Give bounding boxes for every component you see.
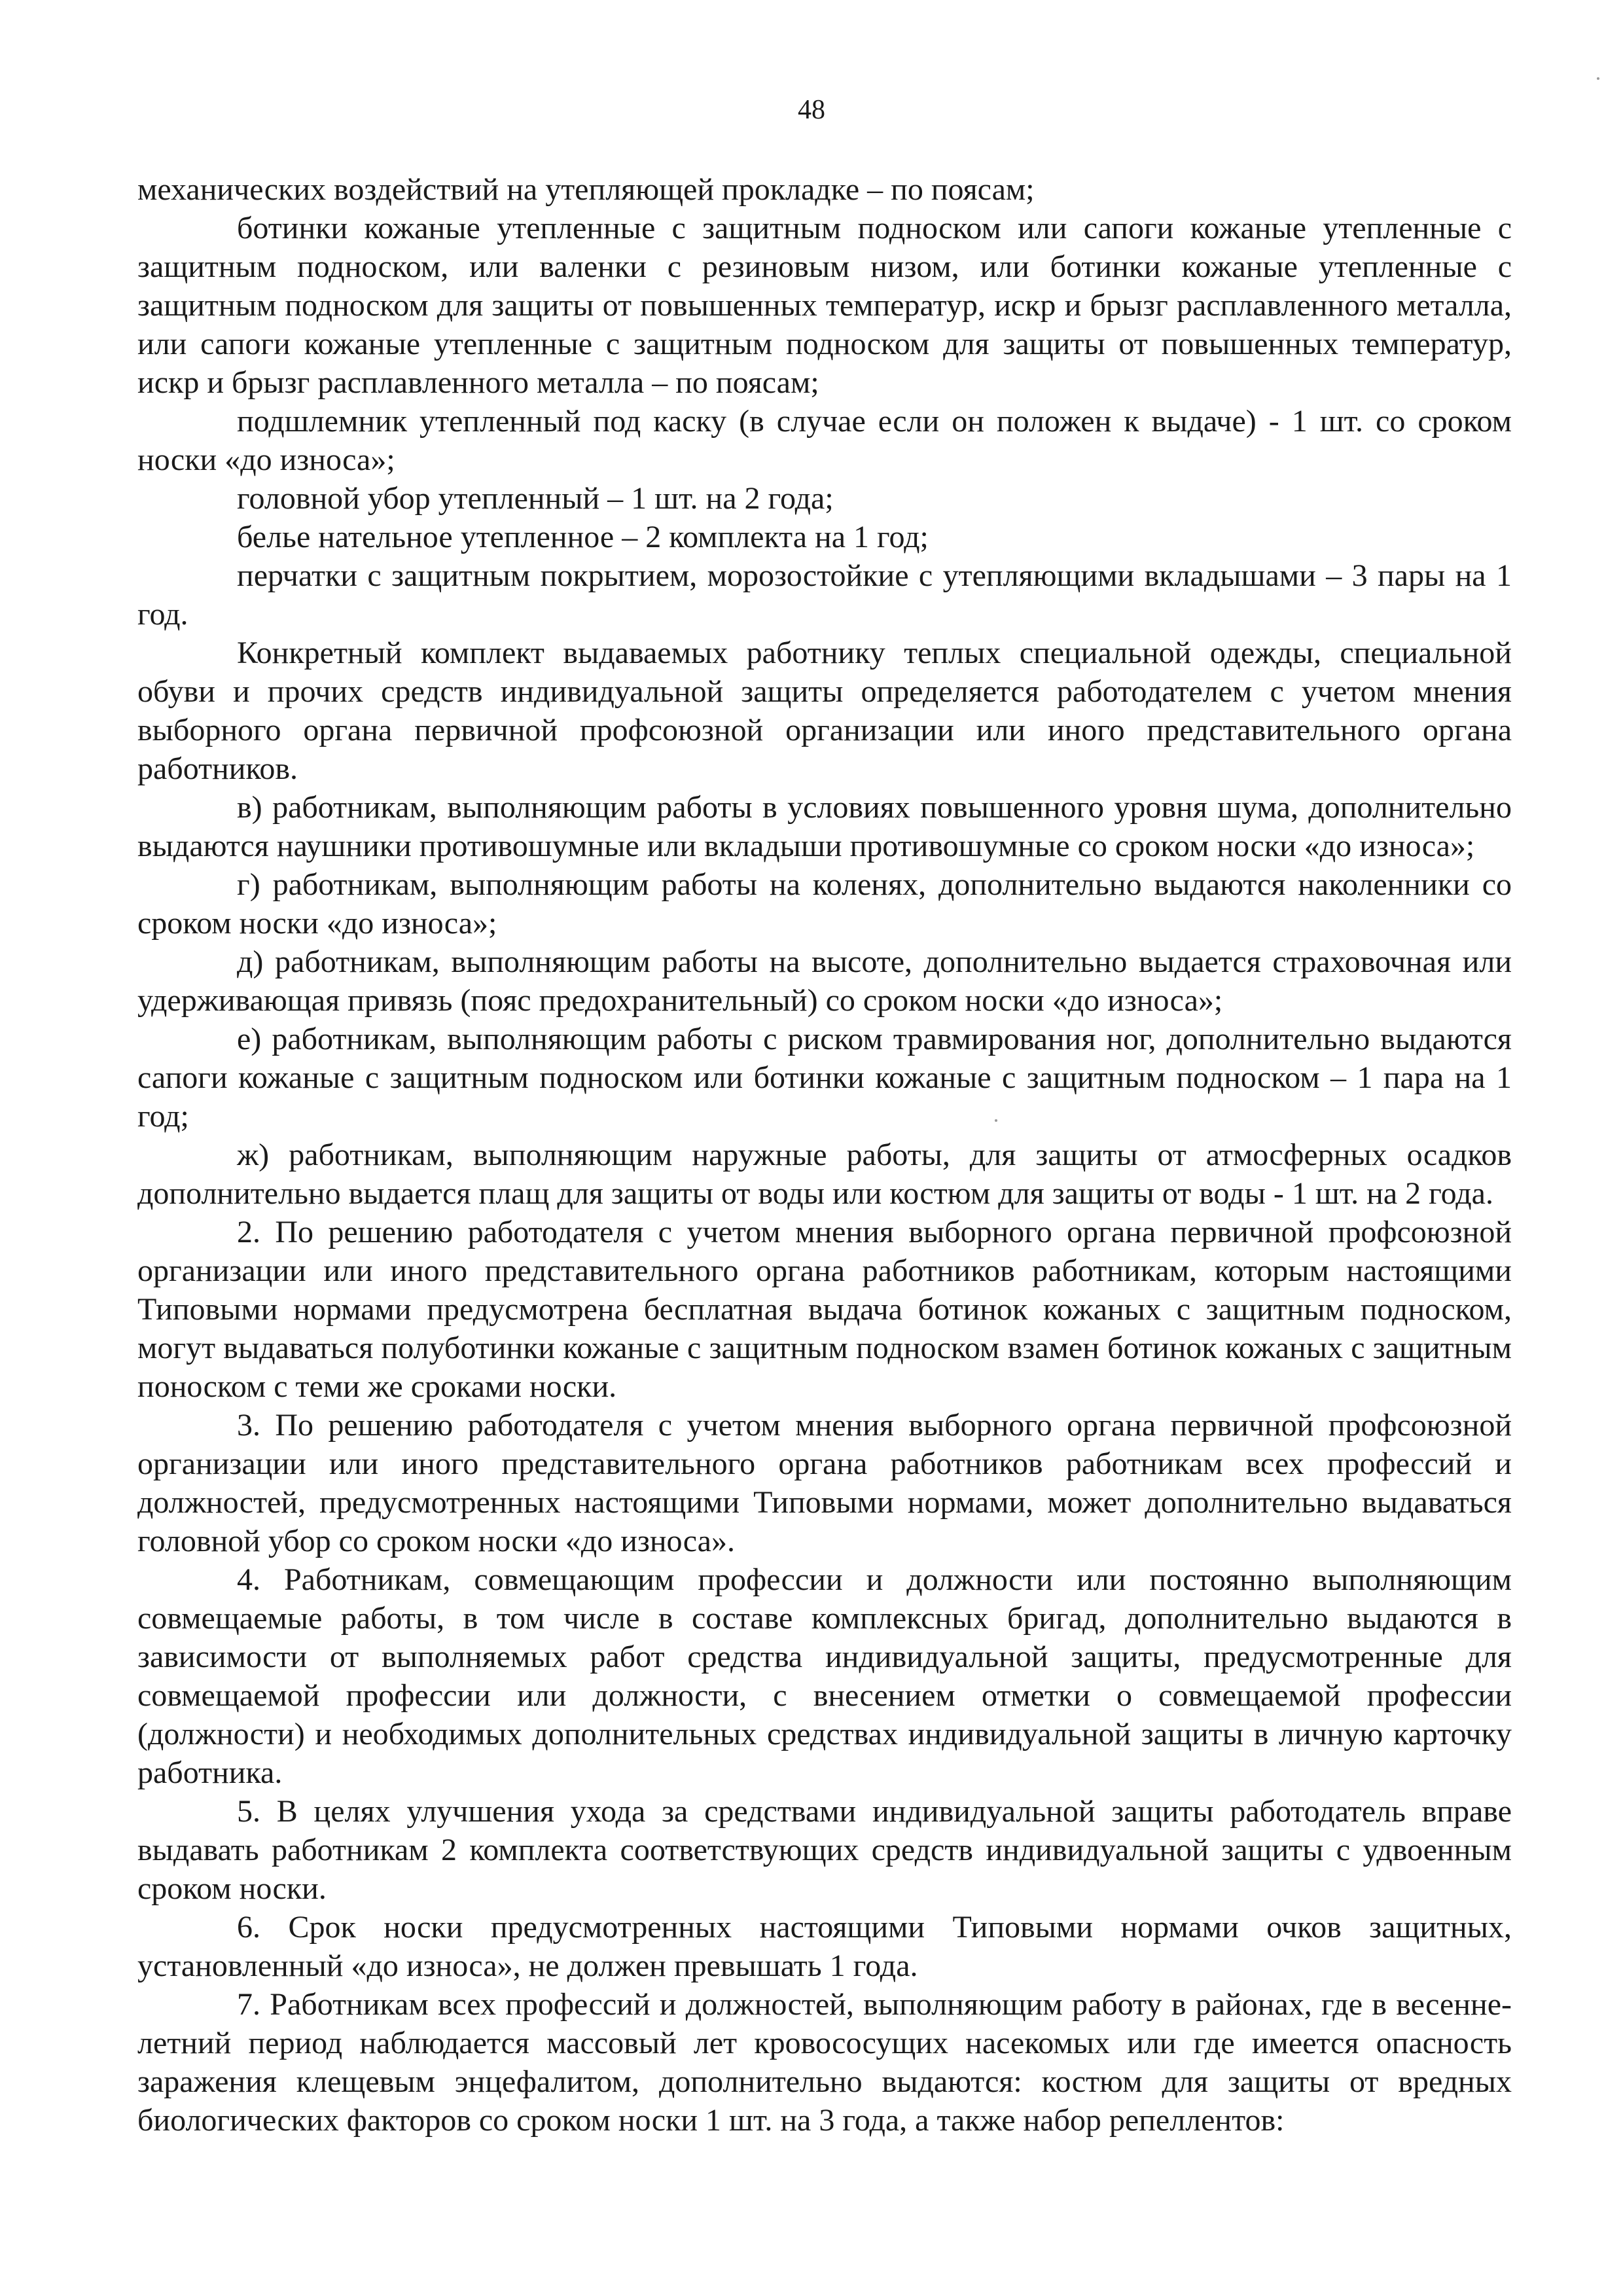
paragraph-boots: ботинки кожаные утепленные с защитным подноском или сапоги кожаные утепленные с защитным подноском, или валенки с резиновым низом, или ботинки кожаные утепленные с защитным подноском для защиты от повышенных температур, искр и брызг расплавленного металла, или сапоги кожаные утепленные с защитным подноском для защиты от повышенных температур, искр и брызг расплавленного металла – по поясам; [137, 211, 1512, 400]
paragraph-continuation: механических воздействий на утепляющей прокладке – по поясам; [137, 172, 1035, 207]
page-number: 48 [798, 95, 825, 125]
paragraph-headwear: головной убор утепленный – 1 шт. на 2 года; [237, 481, 834, 516]
paragraph-item-d: д) работникам, выполняющим работы на высоте, дополнительно выдается страховочная или удерживающая привязь (пояс предохранительный) со сроком носки «до износа»; [137, 944, 1512, 1018]
paragraph-balaclava: подшлемник утепленный под каску (в случае если он положен к выдаче) - 1 шт. со сроком носки «до износа»; [137, 404, 1512, 477]
paragraph-gloves: перчатки с защитным покрытием, морозостойкие с утепляющими вкладышами – 3 пары на 1 год. [137, 558, 1512, 632]
scan-speck [995, 1119, 997, 1122]
paragraph-clause-5: 5. В целях улучшения ухода за средствами индивидуальной защиты работодатель вправе выдавать работникам 2 комплекта соответствующих средств индивидуальной защиты с удвоенным сроком носки. [137, 1794, 1512, 1906]
paragraph-clause-6: 6. Срок носки предусмотренных настоящими Типовыми нормами очков защитных, установленный «до износа», не должен превышать 1 года. [137, 1910, 1512, 1983]
paragraph-clause-3: 3. По решению работодателя с учетом мнения выборного органа первичной профсоюзной организации или иного представительного органа работников работникам всех профессий и должностей, предусмотренных настоящими Типовыми нормами, может дополнительно выдаваться головной убор со сроком носки «до износа». [137, 1408, 1512, 1558]
paragraph-kit-definition: Конкретный комплект выдаваемых работнику теплых специальной одежды, специальной обуви и прочих средств индивидуальной защиты определяется работодателем с учетом мнения выборного органа первичной профсоюзной организации или иного представительного органа работников. [137, 636, 1512, 786]
document-body [137, 170, 1512, 2140]
paragraph-clause-4: 4. Работникам, совмещающим профессии и должности или постоянно выполняющим совмещаемые работы, в том числе в составе комплексных бригад, дополнительно выдаются в зависимости от выполняемых работ средства индивидуальной защиты, предусмотренные для совмещаемой профессии или должности, с внесением отметки о совмещаемой профессии (должности) и необходимых дополнительных средствах индивидуальной защиты в личную карточку работника. [137, 1562, 1512, 1790]
paragraph-item-e: е) работникам, выполняющим работы с риском травмирования ног, дополнительно выдаются сапоги кожаные с защитным подноском или ботинки кожаные с защитным подноском – 1 пара на 1 год; [137, 1022, 1512, 1134]
scan-speck [1597, 77, 1599, 80]
paragraph-clause-2: 2. По решению работодателя с учетом мнения выборного органа первичной профсоюзной организации или иного представительного органа работников работникам, которым настоящими Типовыми нормами предусмотрена бесплатная выдача ботинок кожаных с защитным подноском, могут выдаваться полуботинки кожаные с защитным подноском взамен ботинок кожаных с защитным поноском с теми же сроками носки. [137, 1215, 1512, 1404]
paragraph-item-v: в) работникам, выполняющим работы в условиях повышенного уровня шума, дополнительно выдаются наушники противошумные или вкладыши противошумные со сроком носки «до износа»; [137, 790, 1512, 863]
paragraph-item-g: г) работникам, выполняющим работы на коленях, дополнительно выдаются наколенники со сроком носки «до износа»; [137, 867, 1512, 941]
paragraph-clause-7: 7. Работникам всех профессий и должностей, выполняющим работу в районах, где в весенне-летний период наблюдается массовый лет кровососущих насекомых или где имеется опасность заражения клещевым энцефалитом, дополнительно выдаются: костюм для защиты от вредных биологических факторов со сроком носки 1 шт. на 3 года, а также набор репеллентов: [137, 1987, 1512, 2138]
paragraph-underwear: белье нательное утепленное – 2 комплекта на 1 год; [237, 520, 929, 554]
paragraph-item-zh: ж) работникам, выполняющим наружные работы, для защиты от атмосферных осадков дополнительно выдается плащ для защиты от воды или костюм для защиты от воды - 1 шт. на 2 года. [137, 1138, 1512, 1211]
